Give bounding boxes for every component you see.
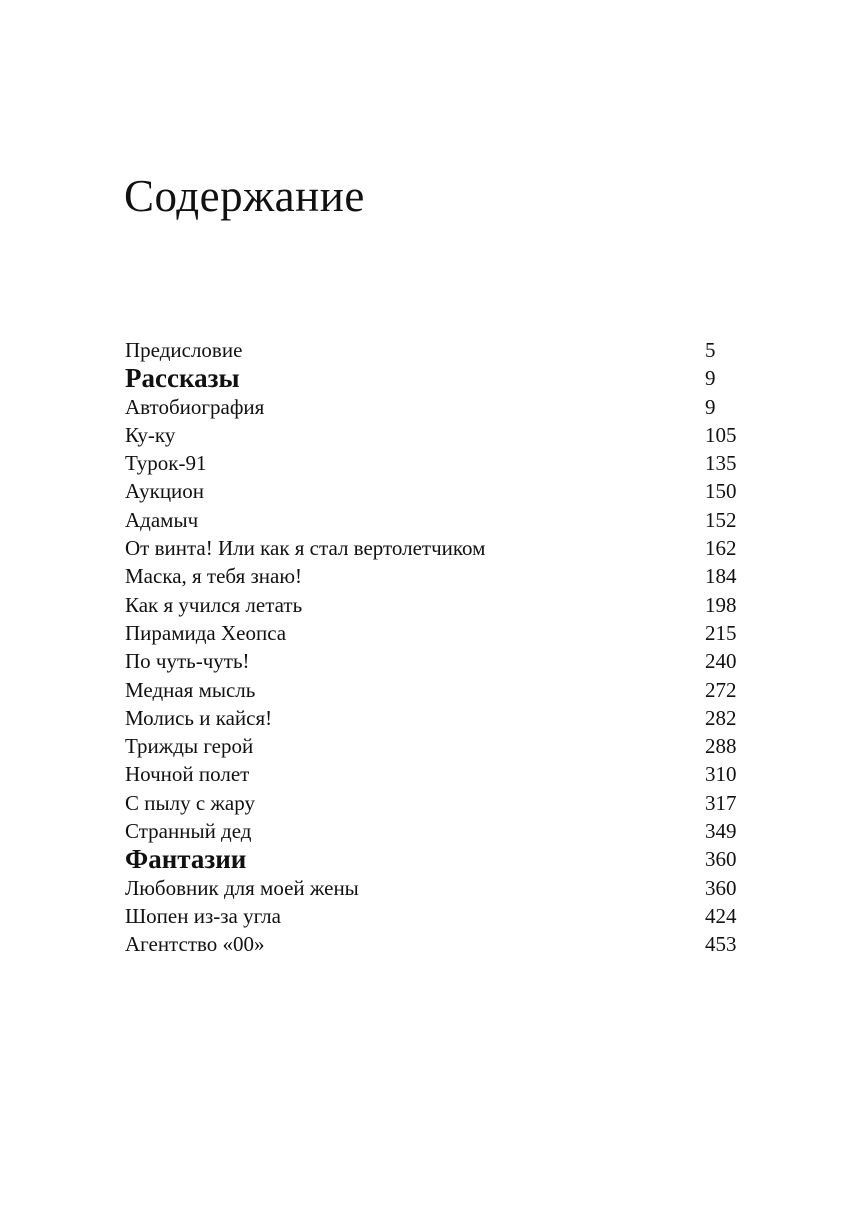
toc-page-number: 272 (705, 677, 737, 702)
toc-entry-title: Автобиография (125, 394, 265, 419)
toc-page-number: 9 (705, 394, 716, 419)
toc-page-number: 152 (705, 507, 737, 532)
toc-entry-row (125, 619, 745, 647)
toc-entry-title: С пылу с жару (125, 790, 255, 815)
toc-entry-row (125, 336, 745, 364)
toc-entry-row (125, 732, 745, 760)
toc-entry-title: Ночной полет (125, 762, 250, 787)
toc-entry-row (125, 506, 745, 534)
toc-entry-title: Пирамида Хеопса (125, 620, 287, 645)
toc-entry-row (125, 930, 745, 958)
toc-section-title: Фантазии (125, 844, 247, 875)
toc-page-number: 5 (705, 338, 716, 362)
toc-page-number: 9 (705, 366, 716, 391)
toc-entry-row (125, 562, 745, 590)
toc-page-number: 282 (705, 705, 737, 730)
toc-entry-row (125, 789, 745, 817)
toc-page-number: 453 (705, 932, 737, 957)
toc-entry-row (125, 477, 745, 505)
toc-entry-row (125, 449, 745, 477)
toc-page-number: 150 (705, 479, 737, 504)
toc-entry-row (125, 760, 745, 788)
toc-section-title: Рассказы (125, 363, 240, 394)
toc-entry-row (125, 902, 745, 930)
toc-entry-title: Предисловие (125, 338, 243, 362)
toc-entry-title: От винта! Или как я стал вертолетчиком (125, 536, 486, 561)
toc-page-number: 184 (705, 564, 737, 589)
table-of-contents (125, 336, 745, 959)
toc-entry-title: Агентство «00» (125, 932, 265, 957)
toc-entry-title: Молись и кайся! (125, 705, 273, 730)
toc-entry-title: Трижды герой (125, 734, 254, 759)
toc-entry-row (125, 704, 745, 732)
toc-entry-row (125, 534, 745, 562)
toc-entry-title: Как я учился летать (125, 592, 303, 617)
toc-page-number: 198 (705, 592, 737, 617)
toc-entry-title: Турок-91 (125, 451, 207, 476)
toc-entry-row (125, 647, 745, 675)
toc-entry-title: Аукцион (125, 479, 205, 504)
toc-page-number: 135 (705, 451, 737, 476)
toc-entry-title: Странный дед (125, 819, 252, 844)
toc-page-number: 288 (705, 734, 737, 759)
toc-page-number: 310 (705, 762, 737, 787)
toc-entry-row (125, 393, 745, 421)
toc-page-number: 162 (705, 536, 737, 561)
toc-entry-title: Маска, я тебя знаю! (125, 564, 303, 589)
toc-section-row (125, 845, 745, 873)
toc-page-number: 105 (705, 422, 737, 447)
toc-entry-row (125, 591, 745, 619)
toc-entry-title: Любовник для моей жены (125, 875, 359, 900)
toc-entry-title: Адамыч (125, 507, 199, 532)
toc-page-number: 317 (705, 790, 737, 815)
toc-page-number: 240 (705, 649, 737, 674)
toc-entry-row (125, 874, 745, 902)
toc-entry-row (125, 676, 745, 704)
toc-page-number: 349 (705, 819, 737, 844)
toc-entry-row (125, 817, 745, 845)
toc-entry-title: По чуть-чуть! (125, 649, 250, 674)
toc-entry-title: Ку-ку (125, 422, 176, 447)
toc-entry-title: Шопен из-за угла (125, 903, 281, 928)
toc-section-row (125, 364, 745, 392)
page-title: Содержание (124, 171, 365, 221)
toc-page-number: 360 (705, 875, 737, 900)
toc-page-number: 424 (705, 903, 737, 928)
toc-entry-title: Медная мысль (125, 677, 256, 702)
toc-page-number: 215 (705, 620, 737, 645)
toc-page-number: 360 (705, 847, 737, 872)
toc-entry-row (125, 421, 745, 449)
